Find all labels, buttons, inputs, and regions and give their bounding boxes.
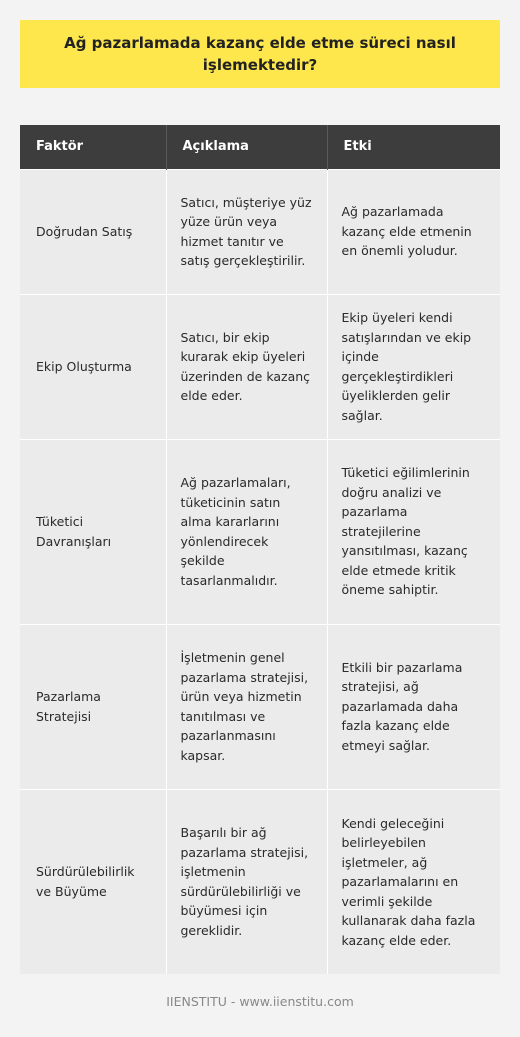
- table-header-row: [20, 125, 500, 169]
- factor-cell: Pazarlama Stratejisi: [20, 624, 166, 789]
- footer-credit: IIENSTITU - www.iienstitu.com: [166, 994, 354, 1009]
- description-cell: Satıcı, bir ekip kurarak ekip üyeleri üzerinden de kazanç elde eder.: [166, 294, 327, 439]
- column-header-effect: Etki: [327, 125, 500, 169]
- description-cell: Başarılı bir ağ pazarlama stratejisi, işletmenin sürdürülebilirliği ve büyümesi için gereklidir.: [166, 789, 327, 974]
- description-cell: Ağ pazarlamaları, tüketicinin satın alma kararlarını yönlendirecek şekilde tasarlanmalıdır.: [166, 439, 327, 624]
- factor-cell: Doğrudan Satış: [20, 169, 166, 294]
- title-banner: [20, 20, 500, 88]
- factor-cell: Ekip Oluşturma: [20, 294, 166, 439]
- effect-cell: Kendi geleceğini belirleyebilen işletmeler, ağ pazarlamalarını en verimli şekilde kullanarak daha fazla kazanç elde eder.: [327, 789, 500, 974]
- effect-cell: Etkili bir pazarlama stratejisi, ağ pazarlamada daha fazla kazanç elde etmeyi sağlar.: [327, 624, 500, 789]
- factor-cell: Tüketici Davranışları: [20, 439, 166, 624]
- table-row: [20, 624, 500, 789]
- column-header-description: Açıklama: [166, 125, 327, 169]
- table-row: [20, 294, 500, 439]
- effect-cell: Ağ pazarlamada kazanç elde etmenin en önemli yoludur.: [327, 169, 500, 294]
- table-row: [20, 439, 500, 624]
- page-title: Ağ pazarlamada kazanç elde etme süreci nasıl işlemektedir?: [64, 34, 456, 74]
- table-row: [20, 169, 500, 294]
- effect-cell: Tüketici eğilimlerinin doğru analizi ve pazarlama stratejilerine yansıtılması, kazanç elde etmede kritik öneme sahiptir.: [327, 439, 500, 624]
- info-table: [20, 125, 500, 974]
- table-row: [20, 789, 500, 974]
- effect-cell: Ekip üyeleri kendi satışlarından ve ekip içinde gerçekleştirdikleri üyeliklerden gelir sağlar.: [327, 294, 500, 439]
- column-header-factor: Faktör: [20, 125, 166, 169]
- description-cell: Satıcı, müşteriye yüz yüze ürün veya hizmet tanıtır ve satış gerçekleştirilir.: [166, 169, 327, 294]
- factor-cell: Sürdürülebilirlik ve Büyüme: [20, 789, 166, 974]
- description-cell: İşletmenin genel pazarlama stratejisi, ürün veya hizmetin tanıtılması ve pazarlanmasını kapsar.: [166, 624, 327, 789]
